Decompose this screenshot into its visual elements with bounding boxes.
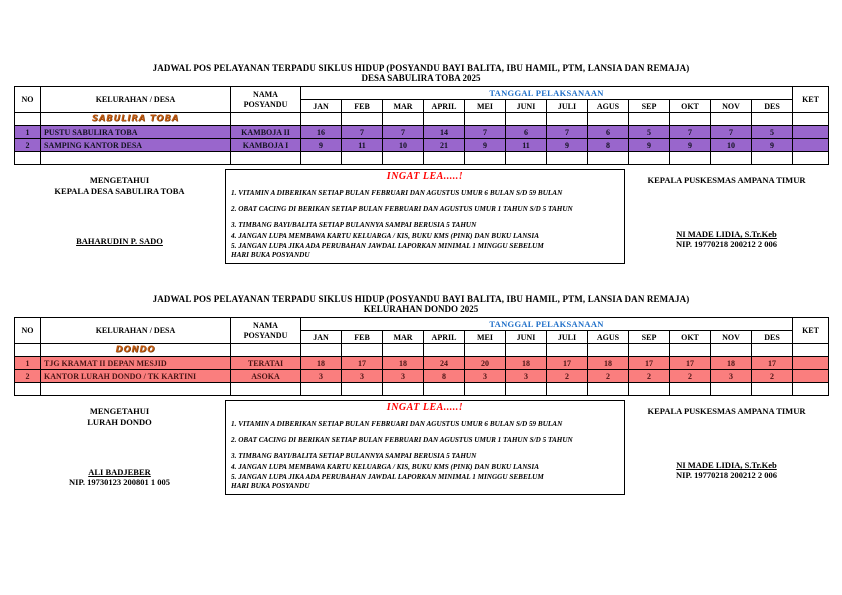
date-cell-sep: 17 (629, 357, 670, 370)
date-cell-jan: 9 (301, 139, 342, 152)
kelurahan-desa-column-header: KELURAHAN / DESA (41, 87, 231, 113)
date-cell-okt (670, 113, 711, 126)
posyandu-cell (231, 383, 301, 396)
month-header-okt: OKT (670, 331, 711, 344)
date-cell-jan (301, 113, 342, 126)
kelurahan-cell (41, 383, 231, 396)
date-cell-okt: 9 (670, 139, 711, 152)
signature-right-nip: NIP. 19770218 200212 2 006 (676, 470, 777, 480)
document-subtitle: DESA SABULIRA TOBA 2025 (361, 73, 481, 83)
date-cell-mar (383, 383, 424, 396)
date-cell-mar (383, 152, 424, 165)
reminder-notes-title: INGAT LEA.....! (386, 402, 464, 413)
month-header-sep: SEP (629, 100, 670, 113)
no-cell (15, 113, 41, 126)
reminder-note-item: 3. TIMBANG BAYI/BALITA SETIAP BULANNYA SAMPAI BERUSIA 5 TAHUN (231, 221, 477, 229)
date-cell-jan: 18 (301, 357, 342, 370)
date-cell-agus: 6 (588, 126, 629, 139)
date-cell-juni: 11 (506, 139, 547, 152)
date-cell-nov (711, 113, 752, 126)
date-cell-sep (629, 383, 670, 396)
group-label: DONDO (41, 344, 231, 357)
date-cell-juli: 7 (547, 126, 588, 139)
signature-left-line1: MENGETAHUI (89, 175, 150, 185)
date-cell-april (424, 113, 465, 126)
reminder-note-item: 2. OBAT CACING DI BERIKAN SETIAP BULAN FEBRUARI DAN AGUSTUS UMUR 1 TAHUN S/D 5 TAHUN (231, 436, 573, 444)
date-cell-juli (547, 152, 588, 165)
ket-cell (793, 113, 829, 126)
date-cell-agus: 8 (588, 139, 629, 152)
date-cell-mei: 3 (465, 370, 506, 383)
month-header-des: DES (752, 331, 793, 344)
reminder-note-item: 1. VITAMIN A DIBERIKAN SETIAP BULAN FEBRUARI DAN AGUSTUS UMUR 6 BULAN S/D 59 BULAN (231, 420, 563, 428)
date-cell-juli: 2 (547, 370, 588, 383)
date-cell-mei (465, 344, 506, 357)
date-cell-feb: 11 (342, 139, 383, 152)
posyandu-name-cell: ASOKA (231, 370, 301, 383)
date-cell-juli: 17 (547, 357, 588, 370)
month-header-feb: FEB (342, 331, 383, 344)
date-cell-april: 21 (424, 139, 465, 152)
row-number-cell: 1 (15, 357, 41, 370)
month-header-okt: OKT (670, 100, 711, 113)
table-row (15, 357, 829, 370)
no-cell (15, 152, 41, 165)
month-header-jan: JAN (301, 331, 342, 344)
date-cell-juni: 6 (506, 126, 547, 139)
date-cell-sep (629, 152, 670, 165)
date-cell-juni (506, 344, 547, 357)
kelurahan-cell: TJG KRAMAT II DEPAN MESJID (41, 357, 231, 370)
posyandu-label: POSYANDU (243, 99, 288, 109)
date-cell-feb: 17 (342, 357, 383, 370)
date-cell-agus (588, 383, 629, 396)
date-cell-sep: 2 (629, 370, 670, 383)
schedule-table-sabulira-toba (14, 86, 829, 165)
date-cell-feb: 7 (342, 126, 383, 139)
month-header-juli: JULI (547, 331, 588, 344)
date-cell-mei: 9 (465, 139, 506, 152)
posyandu-cell (231, 113, 301, 126)
date-cell-okt (670, 383, 711, 396)
table-row (15, 126, 829, 139)
posyandu-name-cell: KAMBOJA I (231, 139, 301, 152)
date-cell-juni (506, 152, 547, 165)
date-cell-mei: 7 (465, 126, 506, 139)
table-header-row (15, 87, 829, 100)
date-cell-feb (342, 344, 383, 357)
ket-cell (793, 383, 829, 396)
posyandu-name-cell: TERATAI (231, 357, 301, 370)
date-cell-des (752, 113, 793, 126)
date-cell-april: 8 (424, 370, 465, 383)
reminder-note-item: 1. VITAMIN A DIBERIKAN SETIAP BULAN FEBRUARI DAN AGUSTUS UMUR 6 BULAN S/D 59 BULAN (231, 189, 563, 197)
table-row (15, 139, 829, 152)
date-cell-april (424, 383, 465, 396)
date-cell-des: 5 (752, 126, 793, 139)
posyandu-cell (231, 152, 301, 165)
date-cell-des: 2 (752, 370, 793, 383)
no-cell (15, 383, 41, 396)
posyandu-name-cell: KAMBOJA II (231, 126, 301, 139)
date-cell-okt (670, 152, 711, 165)
document-subtitle-2: KELURAHAN DONDO 2025 (363, 304, 479, 314)
date-cell-juli (547, 383, 588, 396)
month-header-nov: NOV (711, 100, 752, 113)
date-cell-juni: 18 (506, 357, 547, 370)
kelurahan-cell: PUSTU SABULIRA TOBA (41, 126, 231, 139)
reminder-notes-list (231, 189, 619, 260)
signature-row (14, 400, 828, 495)
date-cell-sep: 5 (629, 126, 670, 139)
date-cell-april: 14 (424, 126, 465, 139)
nama-posyandu-column-header (231, 87, 301, 113)
date-cell-nov: 18 (711, 357, 752, 370)
date-cell-nov: 10 (711, 139, 752, 152)
signature-left-name: BAHARUDIN P. SADO (76, 235, 163, 246)
reminder-note-item: 3. TIMBANG BAYI/BALITA SETIAP BULANNYA SAMPAI BERUSIA 5 TAHUN (231, 452, 477, 460)
date-cell-sep (629, 113, 670, 126)
date-cell-des: 9 (752, 139, 793, 152)
nama-label: NAMA (253, 320, 278, 330)
date-cell-mar: 10 (383, 139, 424, 152)
month-header-mei: MEI (465, 331, 506, 344)
date-cell-mar: 3 (383, 370, 424, 383)
date-cell-feb (342, 383, 383, 396)
date-cell-agus (588, 152, 629, 165)
signature-right-name: NI MADE LIDIA, S.Tr.Keb (676, 460, 777, 470)
month-header-mar: MAR (383, 100, 424, 113)
date-cell-agus: 2 (588, 370, 629, 383)
date-cell-okt (670, 344, 711, 357)
signature-right-name: NI MADE LIDIA, S.Tr.Keb (676, 229, 777, 239)
date-cell-feb (342, 152, 383, 165)
no-column-header: NO (15, 87, 41, 113)
date-cell-juli (547, 113, 588, 126)
date-cell-okt: 2 (670, 370, 711, 383)
ket-column-header: KET (793, 318, 829, 344)
month-header-sep: SEP (629, 331, 670, 344)
date-cell-sep (629, 344, 670, 357)
date-cell-mei (465, 152, 506, 165)
date-cell-mar (383, 344, 424, 357)
ket-cell (793, 370, 829, 383)
date-cell-nov: 3 (711, 370, 752, 383)
empty-row (15, 152, 829, 165)
ket-cell (793, 139, 829, 152)
month-header-agus: AGUS (588, 331, 629, 344)
date-cell-mar: 18 (383, 357, 424, 370)
schedule-section-dondo (14, 264, 828, 495)
signature-row (14, 169, 828, 264)
date-cell-feb: 3 (342, 370, 383, 383)
ket-cell (793, 344, 829, 357)
date-cell-des (752, 383, 793, 396)
date-cell-juli: 9 (547, 139, 588, 152)
date-cell-juli (547, 344, 588, 357)
date-cell-des (752, 344, 793, 357)
no-column-header: NO (15, 318, 41, 344)
date-cell-nov (711, 344, 752, 357)
posyandu-label: POSYANDU (243, 330, 288, 340)
date-cell-agus (588, 344, 629, 357)
date-cell-jan (301, 344, 342, 357)
ket-column-header: KET (793, 87, 829, 113)
date-cell-jan (301, 152, 342, 165)
table-body (15, 344, 829, 396)
date-cell-juni (506, 113, 547, 126)
date-cell-nov (711, 383, 752, 396)
ket-cell (793, 357, 829, 370)
signature-left-line2: LURAH DONDO (87, 417, 152, 428)
reminder-notes-box (225, 169, 625, 264)
date-cell-juni: 3 (506, 370, 547, 383)
month-header-april: APRIL (424, 331, 465, 344)
date-cell-sep: 9 (629, 139, 670, 152)
ket-cell (793, 126, 829, 139)
tanggal-pelaksanaan-header: TANGGAL PELAKSANAAN (301, 87, 793, 100)
date-cell-jan: 3 (301, 370, 342, 383)
signature-left-block (14, 400, 225, 487)
group-label: SABULIRA TOBA (41, 113, 231, 126)
signature-left-nip: NIP. 19730123 200801 1 005 (69, 476, 170, 487)
reminder-note-item: 5. JANGAN LUPA JIKA ADA PERUBAHAN JAWDAL LAPORKAN MINIMAL 1 MINGGU SEBELUM HARI BUKA POSYANDU (231, 242, 544, 259)
kelurahan-desa-column-header: KELURAHAN / DESA (41, 318, 231, 344)
date-cell-nov (711, 152, 752, 165)
table-row (15, 370, 829, 383)
date-cell-agus: 18 (588, 357, 629, 370)
reminder-notes-box (225, 400, 625, 495)
signature-right-nip: NIP. 19770218 200212 2 006 (676, 239, 777, 249)
date-cell-mar (383, 113, 424, 126)
ket-cell (793, 152, 829, 165)
month-header-agus: AGUS (588, 100, 629, 113)
signature-right-block (625, 169, 828, 249)
nama-posyandu-column-header (231, 318, 301, 344)
row-number-cell: 1 (15, 126, 41, 139)
kelurahan-cell: SAMPING KANTOR DESA (41, 139, 231, 152)
schedule-section-sabulira-toba (14, 0, 828, 264)
date-cell-mei: 20 (465, 357, 506, 370)
date-cell-mei (465, 113, 506, 126)
date-cell-april: 24 (424, 357, 465, 370)
month-header-jan: JAN (301, 100, 342, 113)
signature-left-line2: KEPALA DESA SABULIRA TOBA (54, 186, 185, 197)
signature-right-block (625, 400, 828, 480)
month-header-mei: MEI (465, 100, 506, 113)
date-cell-okt: 17 (670, 357, 711, 370)
signature-left-block (14, 169, 225, 246)
date-cell-des: 17 (752, 357, 793, 370)
date-cell-juni (506, 383, 547, 396)
month-header-mar: MAR (383, 331, 424, 344)
schedule-table-dondo (14, 317, 829, 396)
kelurahan-cell (41, 152, 231, 165)
month-header-feb: FEB (342, 100, 383, 113)
reminder-notes-title: INGAT LEA.....! (386, 171, 464, 182)
reminder-notes-list (231, 420, 619, 491)
date-cell-okt: 7 (670, 126, 711, 139)
signature-right-title: KEPALA PUSKESMAS AMPANA TIMUR (647, 406, 806, 416)
reminder-note-item: 2. OBAT CACING DI BERIKAN SETIAP BULAN FEBRUARI DAN AGUSTUS UMUR 1 TAHUN S/D 5 TAHUN (231, 205, 573, 213)
date-cell-des (752, 152, 793, 165)
tanggal-pelaksanaan-header: TANGGAL PELAKSANAAN (301, 318, 793, 331)
month-header-nov: NOV (711, 331, 752, 344)
no-cell (15, 344, 41, 357)
month-header-april: APRIL (424, 100, 465, 113)
table-body (15, 113, 829, 165)
posyandu-cell (231, 344, 301, 357)
date-cell-mar: 7 (383, 126, 424, 139)
signature-left-name: ALI BADJEBER (88, 466, 151, 477)
group-row (15, 113, 829, 126)
row-number-cell: 2 (15, 370, 41, 383)
date-cell-jan: 16 (301, 126, 342, 139)
nama-label: NAMA (253, 89, 278, 99)
date-cell-agus (588, 113, 629, 126)
reminder-note-item: 4. JANGAN LUPA MEMBAWA KARTU KELUARGA / KIS, BUKU KMS (PINK) DAN BUKU LANSIA (231, 232, 540, 240)
document-title: JADWAL POS PELAYANAN TERPADU SIKLUS HIDUP (POSYANDU BAYI BALITA, IBU HAMIL, PTM, LANSIA DAN REMAJA) (152, 63, 690, 73)
signature-left-line1: MENGETAHUI (89, 406, 150, 416)
month-header-des: DES (752, 100, 793, 113)
kelurahan-cell: KANTOR LURAH DONDO / TK KARTINI (41, 370, 231, 383)
reminder-note-item: 4. JANGAN LUPA MEMBAWA KARTU KELUARGA / KIS, BUKU KMS (PINK) DAN BUKU LANSIA (231, 463, 540, 471)
date-cell-april (424, 152, 465, 165)
month-header-juni: JUNI (506, 331, 547, 344)
empty-row (15, 383, 829, 396)
month-header-juli: JULI (547, 100, 588, 113)
month-header-juni: JUNI (506, 100, 547, 113)
date-cell-april (424, 344, 465, 357)
signature-right-title: KEPALA PUSKESMAS AMPANA TIMUR (647, 175, 806, 185)
date-cell-jan (301, 383, 342, 396)
row-number-cell: 2 (15, 139, 41, 152)
document-title-2: JADWAL POS PELAYANAN TERPADU SIKLUS HIDUP (POSYANDU BAYI BALITA, IBU HAMIL, PTM, LANSIA DAN REMAJA) (152, 294, 690, 304)
date-cell-mei (465, 383, 506, 396)
date-cell-feb (342, 113, 383, 126)
date-cell-nov: 7 (711, 126, 752, 139)
table-header-row (15, 318, 829, 331)
group-row (15, 344, 829, 357)
reminder-note-item: 5. JANGAN LUPA JIKA ADA PERUBAHAN JAWDAL LAPORKAN MINIMAL 1 MINGGU SEBELUM HARI BUKA POSYANDU (231, 473, 544, 490)
